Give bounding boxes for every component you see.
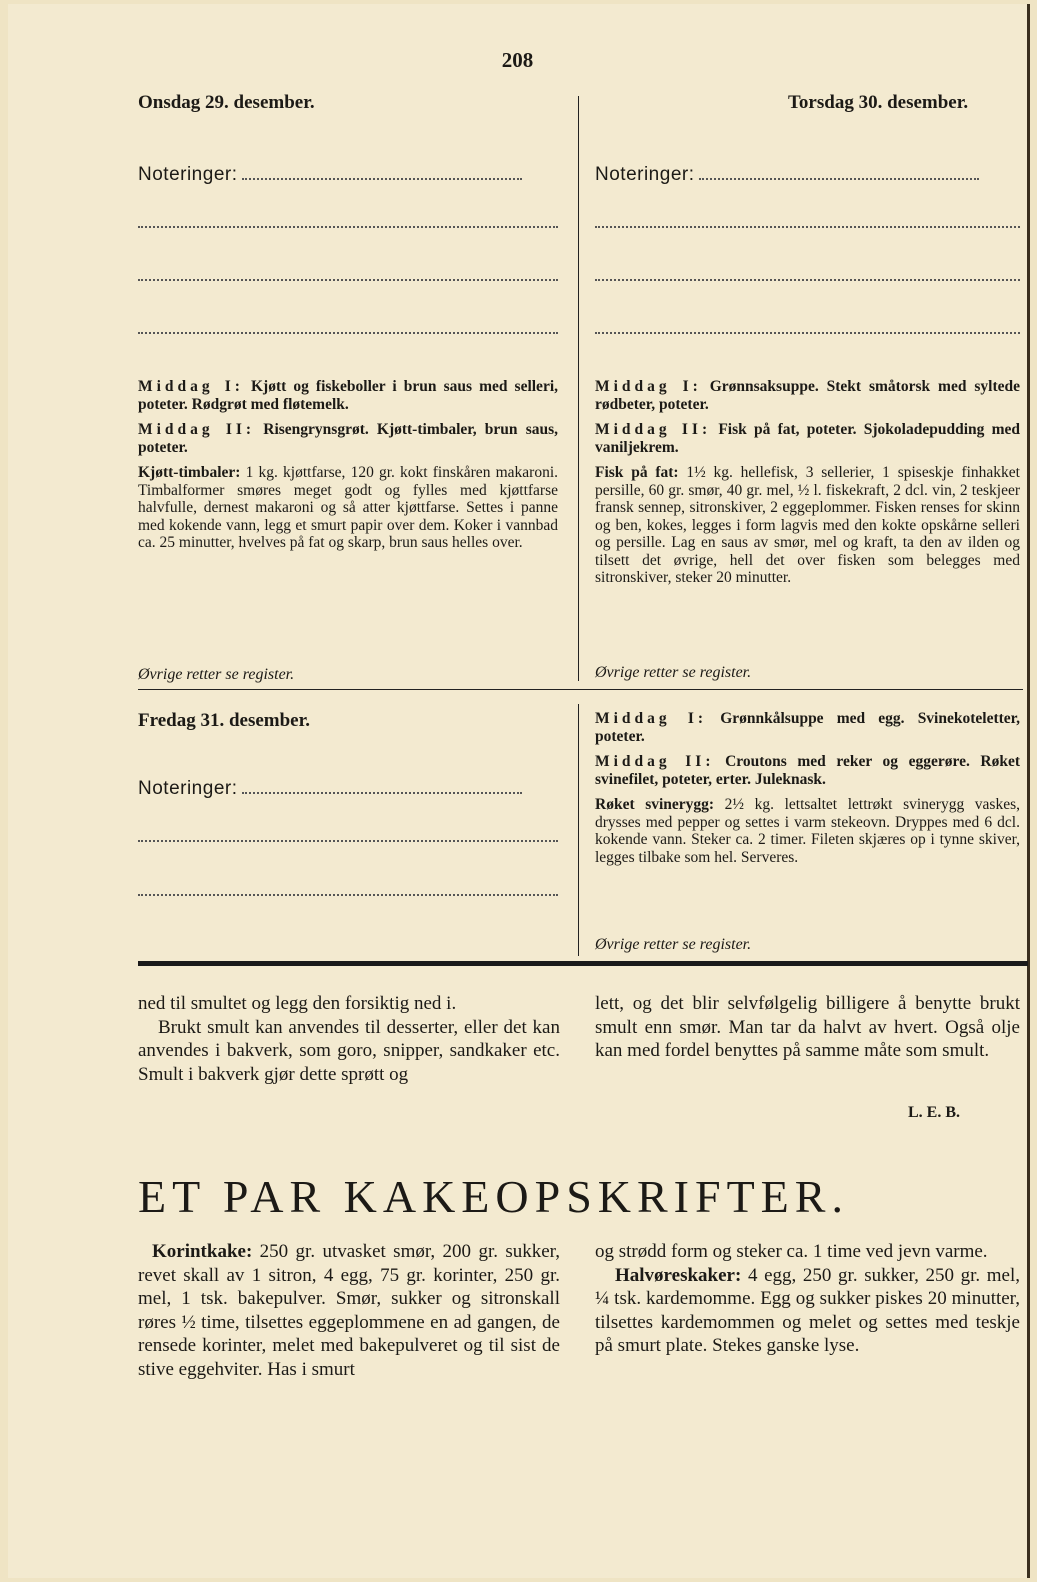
middag-1: Middag I: Grønnsaksuppe. Stekt småtorsk med syltede rødbeter, poteter. [595,378,1020,413]
notes-dotted-line [138,279,558,281]
notes-dotted-line [595,226,1020,228]
notes-dotted-line [138,894,558,896]
friday-menu [595,710,1020,874]
notes-label: Noteringer: [138,778,238,799]
friday-other-dishes: Øvrige retter se register. [595,936,752,953]
notes-dotted-line [138,226,558,228]
notes-dotted-line [595,279,1020,281]
notes-label: Noteringer: [138,164,238,185]
notes-dotted-line [138,840,558,842]
thick-rule [138,961,1028,966]
article-paragraph: ned til smultet og legg den forsiktig ned i. [138,993,457,1014]
wednesday-notes [138,164,558,186]
kake-title: ET PAR KAKEOPSKRIFTER. [138,1171,849,1222]
recipe-roket-svinerygg: Røket svinerygg: 2½ kg. lettsaltet lettrøkt svinerygg vaskes, drysses med pepper og settes i varm stekeovn. Dryppes med 6 dcl. kokende vann. Steker ca. 2 timer. Fileten skjæres op i tynne skiver, legges tilbake som hel. Serveres. [595,796,1020,866]
friday-notes [138,778,558,800]
middag-1: Middag I: Grønnkålsuppe med egg. Svinekoteletter, poteter. [595,710,1020,745]
article-paragraph: Brukt smult kan anvendes til desserter, eller det kan anvendes i bakverk, som goro, snipper, sandkaker etc. Smult i bakverk gjør dette sprøtt og [138,1016,560,1085]
article-paragraph: lett, og det blir selvfølgelig billigere å benytte brukt smult enn smør. Man tar da halvt av hvert. Også olje kan med fordel benyttes på samme måte som smult. [595,993,1020,1061]
book-page [8,4,1030,1578]
thursday-heading: Torsdag 30. desember. [788,92,969,113]
article-left-column [138,992,560,1086]
section-divider [138,689,1023,690]
kake-right-column [595,1240,1020,1358]
recipe-korintkake-cont: og strødd form og steker ca. 1 time ved jevn varme. [595,1241,988,1262]
thursday-other-dishes: Øvrige retter se register. [595,664,752,681]
article-right-column [595,992,1020,1063]
friday-heading: Fredag 31. desember. [138,710,311,731]
middag-2: Middag II: Croutons med reker og eggerøre. Røket svinefilet, poteter, erter. Juleknask. [595,753,1020,788]
notes-dotted-line [595,332,1020,334]
wednesday-menu [138,378,558,560]
middag-2: Middag II: Fisk på fat, poteter. Sjokoladepudding med vaniljekrem. [595,421,1020,456]
notes-dotted-line [242,178,522,180]
thursday-notes [595,164,1020,186]
notes-dotted-line [138,332,558,334]
kake-left-column [138,1240,560,1381]
column-divider-friday [578,704,579,956]
column-divider-top [578,96,579,681]
recipe-korintkake: Korintkake: 250 gr. utvasket smør, 200 gr. sukker, revet skall av 1 sitron, 4 egg, 75 gr. korinter, 250 gr. mel, 1 tsk. bakepulver. Smør, sukker og sitronskall røres ½ time, tilsettes eggeplommene en ad gangen, de rensede korinter, melet med bakepulveret og til sist de stive eggehviter. Has i smurt [138,1241,560,1380]
page-number: 208 [501,48,534,72]
thursday-menu [595,378,1020,595]
wednesday-other-dishes: Øvrige retter se register. [138,666,295,683]
wednesday-heading: Onsdag 29. desember. [138,92,315,113]
notes-label: Noteringer: [595,164,695,185]
notes-dotted-line [699,178,979,180]
recipe-fisk-pa-fat: Fisk på fat: 1½ kg. hellefisk, 3 sellerier, 1 spiseskje finhakket persille, 60 gr. smør, 40 gr. mel, ½ l. fiskekraft, 2 dcl. vin, 2 teskjeer fransk sennep, sitronskiver, 2 eggeplommer. Fisken renses for skinn og ben, kokes, legges i form lagvis med den kokte opskårne selleri og persille. Lag en saus av smør, mel og kraft, ta den av ilden og tilsett det øvrige, hell det over fisken som belegges med sitronskiver, steker 20 minutter. [595,464,1020,586]
middag-1: Middag I: Kjøtt og fiskeboller i brun saus med selleri, poteter. Rødgrøt med fløtemelk. [138,378,559,413]
middag-2: Middag II: Risengrynsgrøt. Kjøtt-timbaler, brun saus, poteter. [138,421,558,456]
recipe-kjott-timbaler: Kjøtt-timbaler: 1 kg. kjøttfarse, 120 gr. kokt finskåren makaroni. Timbalformer smøres meget godt og fylles med kjøttfarse halvfulle, dernest makaroni og så atter kjøttfarse. Settes i panne med kokende vann, legg et smurt papir over dem. Koker i vannbad ca. 25 minutter, hvelves på fat og skarp, brun saus helles over. [138,464,558,551]
notes-dotted-line [242,792,522,794]
recipe-halvoreskaker: Halvøreskaker: 4 egg, 250 gr. sukker, 250 gr. mel, ¼ tsk. kardemomme. Egg og sukker piskes 20 minutter, tilsettes kardemommen og melet og settes med teskje på smurt plate. Stekes ganske lyse. [595,1264,1021,1356]
article-signature: L. E. B. [908,1104,961,1121]
